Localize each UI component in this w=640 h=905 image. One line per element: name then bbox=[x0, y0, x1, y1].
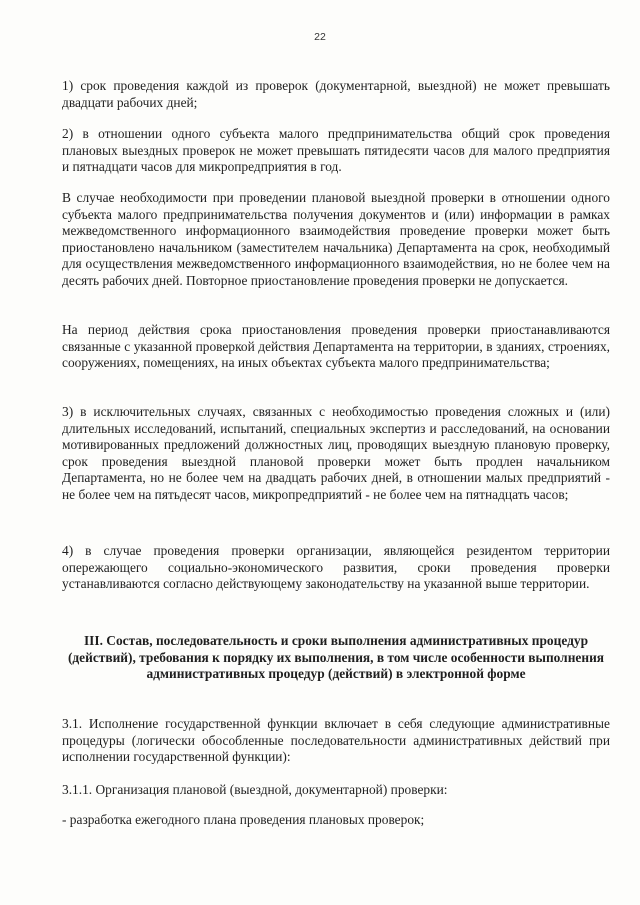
paragraph-2-small-business: 2) в отношении одного субъекта малого предпринимательства общий срок проведения плановых выездных проверок не может превышать пятидесяти часов для малого предприятия и пятнадцати часов для микропредприятия в год. bbox=[62, 126, 610, 175]
page-number: 22 bbox=[314, 31, 326, 43]
paragraph-suspension: В случае необходимости при проведении плановой выездной проверки в отношении одного субъекта малого предпринимательства получения документов и (или) информации в рамках межведомственного информационного взаимодействия проведение проверки может быть приостановлено начальником (заместителем начальника) Департамента на срок, необходимый для осуществления межведомственного информационного взаимодействия, но не более чем на десять рабочих дней. Повторное приостановление проведения проверки не допускается. bbox=[62, 190, 610, 288]
paragraph-4-resident: 4) в случае проведения проверки организации, являющейся резидентом территории опережающего социально-экономического развития, сроки проведения проверки устанавливаются согласно действующему законодательству на указанной выше территории. bbox=[62, 543, 610, 592]
clause-3-1: 3.1. Исполнение государственной функции включает в себя следующие административные процедуры (логически обособленные последовательности административных действий при исполнении государственной функции): bbox=[62, 716, 610, 765]
paragraph-1-max-duration: 1) срок проведения каждой из проверок (документарной, выездной) не может превышать двадцати рабочих дней; bbox=[62, 78, 610, 110]
paragraph-3-extension: 3) в исключительных случаях, связанных с необходимостью проведения сложных и (или) длительных исследований, испытаний, специальных экспертиз и расследований, на основании мотивированных предложений должностных лиц, проводящих выездную плановую проверку, срок проведения выездной плановой проверки может быть продлен начальником Департамента, но не более чем на двадцать рабочих дней, в отношении малых предприятий - не более чем на пятьдесят часов, микропредприятий - не более чем на пятнадцать часов; bbox=[62, 404, 610, 502]
section-heading: III. Состав, последовательность и сроки выполнения административных процедур (действий), требования к порядку их выполнения, в том числе особенности выполнения административных процедур (действий) в электронной форме bbox=[67, 633, 605, 682]
clause-3-1-1: 3.1.1. Организация плановой (выездной, документарной) проверки: bbox=[62, 782, 448, 797]
paragraph-suspension-effects: На период действия срока приостановления проведения проверки приостанавливаются связанные с указанной проверкой действия Департамента на территории, в зданиях, строениях, сооружениях, помещениях, на иных объектах субъекта малого предпринимательства; bbox=[62, 322, 610, 371]
list-item-plan: - разработка ежегодного плана проведения плановых проверок; bbox=[62, 812, 425, 827]
